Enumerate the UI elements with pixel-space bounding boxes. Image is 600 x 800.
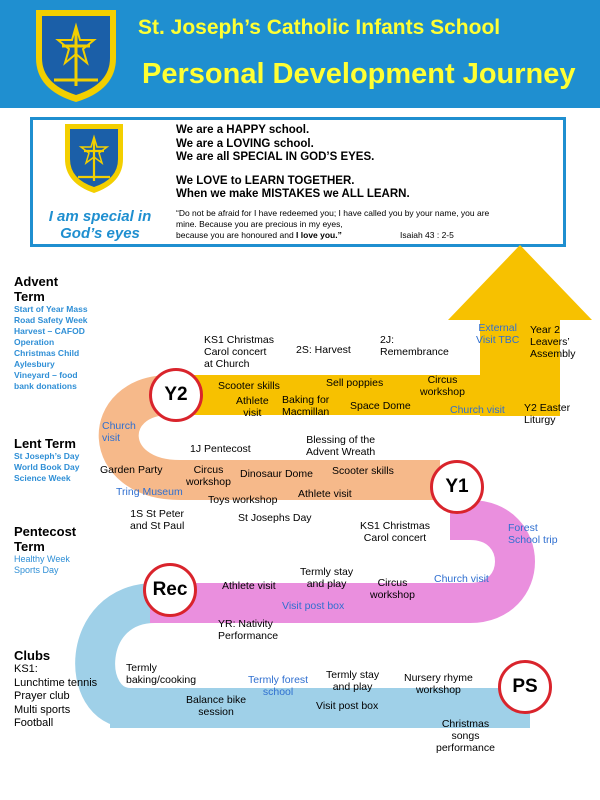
tagline: I am special in God’s eyes: [48, 208, 152, 242]
event-church-visit-y2: Church visit: [450, 404, 505, 416]
event-garden-party: Garden Party: [100, 464, 163, 476]
event-circus-workshop-y1: Circus workshop: [186, 464, 231, 488]
scripture-quote: “Do not be afraid for I have redeemed you; I have called you by your name, you are mine. Because you are precious in my eyes, because you are honoured and I love you.”: [176, 208, 490, 240]
event-balance-bike: Balance bike session: [186, 694, 247, 718]
event-y2-leavers: Year 2 Leavers’ Assembly: [530, 324, 576, 360]
pentecost-term: Pentecost Term Healthy Week Sports Day: [14, 524, 77, 575]
event-sell-poppies: Sell poppies: [326, 377, 384, 389]
event-church-visit-rec: Church visit: [434, 573, 489, 585]
event-visit-post-box-ps: Visit post box: [316, 700, 379, 712]
event-ks1-christmas-concert: KS1 Christmas Carol concert: [360, 520, 431, 544]
event-yr-nativity: YR: Nativity Performance: [218, 618, 279, 642]
event-space-dome: Space Dome: [350, 400, 411, 412]
event-1j-pentecost: 1J Pentecost: [190, 443, 251, 455]
event-ks1-christmas-church: KS1 Christmas Carol concert at Church: [204, 334, 275, 370]
advent-term: Advent Term Start of Year Mass Road Safety Week Harvest – CAFOD Operation Christmas Child Aylesbury Vineyard – food bank donations: [14, 274, 88, 391]
event-christmas-songs: Christmas songs performance: [436, 718, 495, 754]
event-scooter-skills-y2: Scooter skills: [218, 380, 280, 392]
event-termly-baking: Termly baking/cooking: [126, 662, 197, 686]
event-athlete-visit-y1: Athlete visit: [298, 488, 352, 500]
event-st-peter-paul: 1S St Peter and St Paul: [130, 508, 185, 532]
event-termly-stay-ps: Termly stay and play: [326, 669, 380, 693]
event-termly-forest-school: Termly forest school: [248, 674, 309, 698]
event-visit-post-box-rec: Visit post box: [282, 600, 345, 612]
event-st-josephs-day: St Josephs Day: [238, 512, 312, 524]
event-circus-workshop-y2: Circus workshop: [420, 374, 465, 398]
event-athlete-visit-y2: Athlete visit: [236, 395, 269, 419]
event-circus-workshop-rec: Circus workshop: [370, 577, 415, 601]
year-badge-ps: PS: [498, 660, 552, 714]
event-external-visit: External Visit TBC: [476, 322, 520, 346]
event-athlete-visit-rec: Athlete visit: [222, 580, 276, 592]
scripture-reference: Isaiah 43 : 2-5: [400, 230, 454, 240]
clubs-section: Clubs KS1: Lunchtime tennis Prayer club Multi sports Football: [14, 648, 98, 729]
page-title: Personal Development Journey: [142, 58, 576, 90]
event-tring-museum: Tring Museum: [116, 486, 183, 498]
event-scooter-skills-y1: Scooter skills: [332, 465, 394, 477]
year-badge-y2: Y2: [149, 368, 203, 422]
event-y2-easter: Y2 Easter Liturgy: [524, 402, 571, 426]
event-2j-remembrance: 2J: Remembrance: [380, 334, 449, 358]
year-badge-rec: Rec: [143, 563, 197, 617]
event-nursery-rhyme: Nursery rhyme workshop: [404, 672, 473, 696]
motto-block: We are a HAPPY school. We are a LOVING school. We are all SPECIAL IN GOD’S EYES. We LOVE to LEARN TOGETHER. When we make MISTAKES we ALL LEARN.: [176, 124, 410, 200]
event-church-visit-left: Church visit: [102, 420, 136, 444]
year-badge-y1: Y1: [430, 460, 484, 514]
event-baking-macmillan: Baking for Macmillan: [282, 394, 330, 418]
event-forest-school-trip: Forest School trip: [508, 522, 558, 546]
school-name: St. Joseph’s Catholic Infants School: [138, 16, 501, 39]
lent-term: Lent Term St Joseph’s Day World Book Day Science Week: [14, 436, 80, 483]
event-dinosaur-dome: Dinosaur Dome: [240, 468, 313, 480]
event-advent-wreath: Blessing of the Advent Wreath: [306, 434, 376, 458]
event-2s-harvest: 2S: Harvest: [296, 344, 351, 356]
event-termly-stay-rec: Termly stay and play: [300, 566, 354, 590]
event-toys-workshop: Toys workshop: [208, 494, 278, 506]
